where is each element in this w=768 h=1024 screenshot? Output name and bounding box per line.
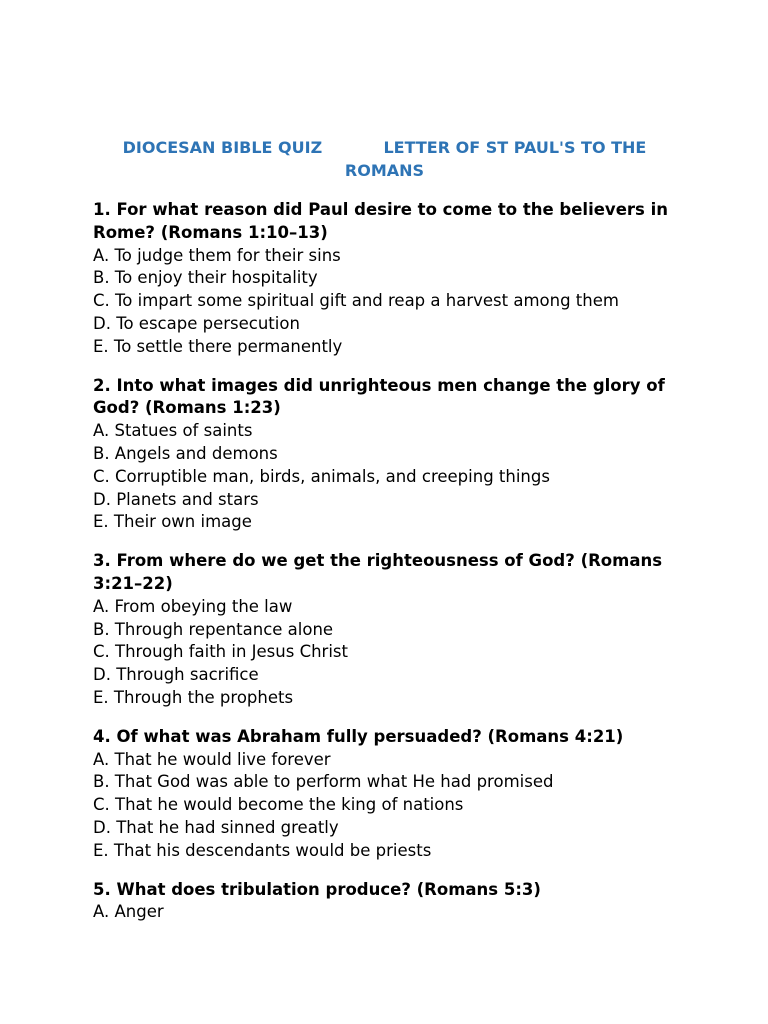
option-a: A. From obeying the law	[93, 596, 293, 616]
option-d: D. Through sacrifice	[93, 665, 259, 685]
option-d: D. That he had sinned greatly	[93, 817, 339, 837]
option-a: A. To judge them for their sins	[93, 245, 341, 265]
option-a: A. Anger	[93, 902, 164, 922]
document-title: DIOCESAN BIBLE QUIZ LETTER OF ST PAUL'S TO THE ROMANS	[122, 138, 652, 180]
question-text: 1. For what reason did Paul desire to come to the believers in Rome? (Romans 1:10–13)	[93, 200, 668, 242]
options-list	[93, 245, 676, 359]
option-c: C. To impart some spiritual gift and reap a harvest among them	[93, 291, 619, 311]
option-d: D. To escape persecution	[93, 313, 300, 333]
question-5	[93, 879, 676, 925]
options-list	[93, 749, 676, 863]
option-c: C. Through faith in Jesus Christ	[93, 642, 348, 662]
option-c: C. Corruptible man, birds, animals, and creeping things	[93, 466, 550, 486]
question-2	[93, 375, 676, 535]
question-text: 2. Into what images did unrighteous men change the glory of God? (Romans 1:23)	[93, 375, 665, 418]
option-a: A. That he would live forever	[93, 749, 331, 769]
option-e: E. Through the prophets	[93, 687, 294, 707]
option-a: A. Statues of saints	[93, 421, 253, 441]
option-b: B. Through repentance alone	[93, 619, 334, 639]
option-c: C. That he would become the king of nations	[93, 795, 464, 815]
question-text: 3. From where do we get the righteousness of God? (Romans 3:21–22)	[93, 551, 663, 593]
question-text: 4. Of what was Abraham fully persuaded? (Romans 4:21)	[93, 726, 624, 746]
options-list	[93, 596, 676, 710]
option-b: B. To enjoy their hospitality	[93, 268, 318, 288]
option-d: D. Planets and stars	[93, 489, 259, 509]
option-e: E. That his descendants would be priests	[93, 840, 432, 860]
question-text: 5. What does tribulation produce? (Romans 5:3)	[93, 879, 541, 899]
options-list	[93, 420, 676, 534]
question-4	[93, 726, 676, 863]
option-b: B. Angels and demons	[93, 443, 278, 463]
options-list	[93, 901, 676, 924]
option-e: E. Their own image	[93, 512, 252, 532]
option-b: B. That God was able to perform what He had promised	[93, 772, 554, 792]
question-1	[93, 199, 676, 359]
question-3	[93, 550, 676, 710]
option-e: E. To settle there permanently	[93, 336, 343, 356]
